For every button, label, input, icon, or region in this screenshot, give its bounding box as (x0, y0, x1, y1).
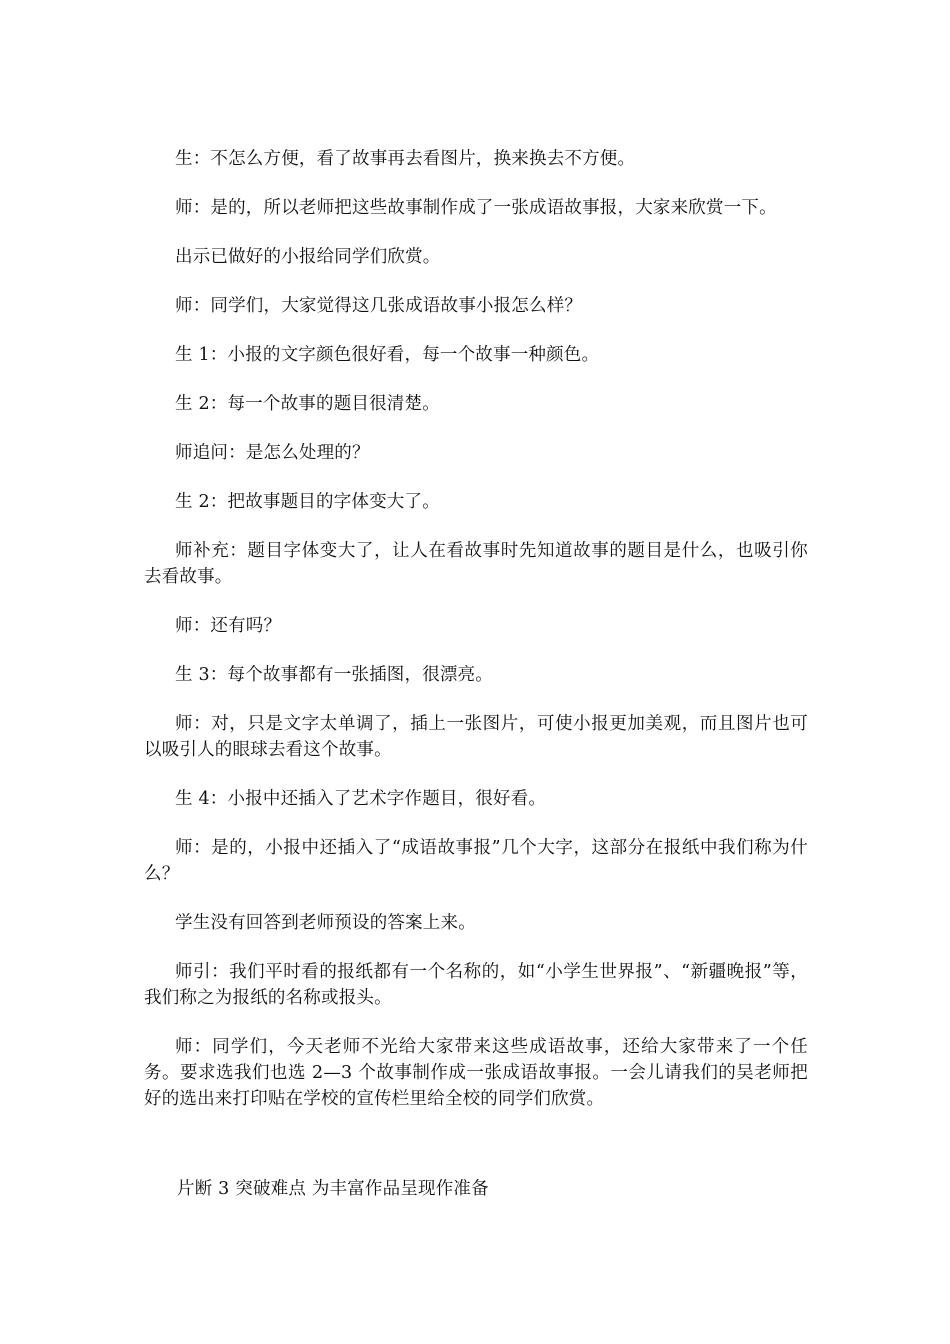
document-body (144, 146, 808, 1225)
paragraph: 师：对，只是文字太单调了，插上一张图片，可使小报更加美观，而且图片也可以吸引人的眼球去看这个故事。 (144, 714, 808, 760)
paragraph: 生 1：小报的文字颜色很好看，每一个故事一种颜色。 (175, 345, 600, 365)
paragraph: 出示已做好的小报给同学们欣赏。 (175, 247, 441, 267)
paragraph: 师：是的，小报中还插入了“成语故事报”几个大字，这部分在报纸中我们称为什么？ (144, 838, 808, 884)
paragraph: 学生没有回答到老师预设的答案上来。 (175, 913, 476, 933)
paragraph: 师补充：题目字体变大了，让人在看故事时先知道故事的题目是什么，也吸引你去看故事。 (144, 541, 808, 587)
paragraph: 师：同学们，大家觉得这几张成语故事小报怎么样？ (175, 296, 583, 316)
paragraph: 师追问：是怎么处理的？ (175, 443, 370, 463)
paragraph: 生 2：每一个故事的题目很清楚。 (175, 394, 440, 414)
paragraph: 生 4：小报中还插入了艺术字作题目，很好看。 (175, 789, 547, 809)
paragraph: 师：还有吗？ (175, 616, 282, 636)
paragraph: 师引：我们平时看的报纸都有一个名称的，如“小学生世界报”、“新疆晚报”等，我们称之为报纸的名称或报头。 (144, 962, 808, 1008)
paragraph: 师：是的，所以老师把这些故事制作成了一张成语故事报，大家来欣赏一下。 (175, 198, 777, 218)
paragraph: 师：同学们，今天老师不光给大家带来这些成语故事，还给大家带来了一个任务。要求选我们也选 2—3 个故事制作成一张成语故事报。一会儿请我们的吴老师把好的选出来打印贴在学校的宣传栏里给全校的同学们欣赏。 (144, 1037, 808, 1109)
paragraph: 生 2：把故事题目的字体变大了。 (175, 492, 440, 512)
section-heading: 片断 3 突破难点 为丰富作品呈现作准备 (177, 1179, 489, 1199)
paragraph: 生 3：每个故事都有一张插图，很漂亮。 (175, 665, 493, 685)
paragraph: 生：不怎么方便，看了故事再去看图片，换来换去不方便。 (175, 149, 636, 169)
